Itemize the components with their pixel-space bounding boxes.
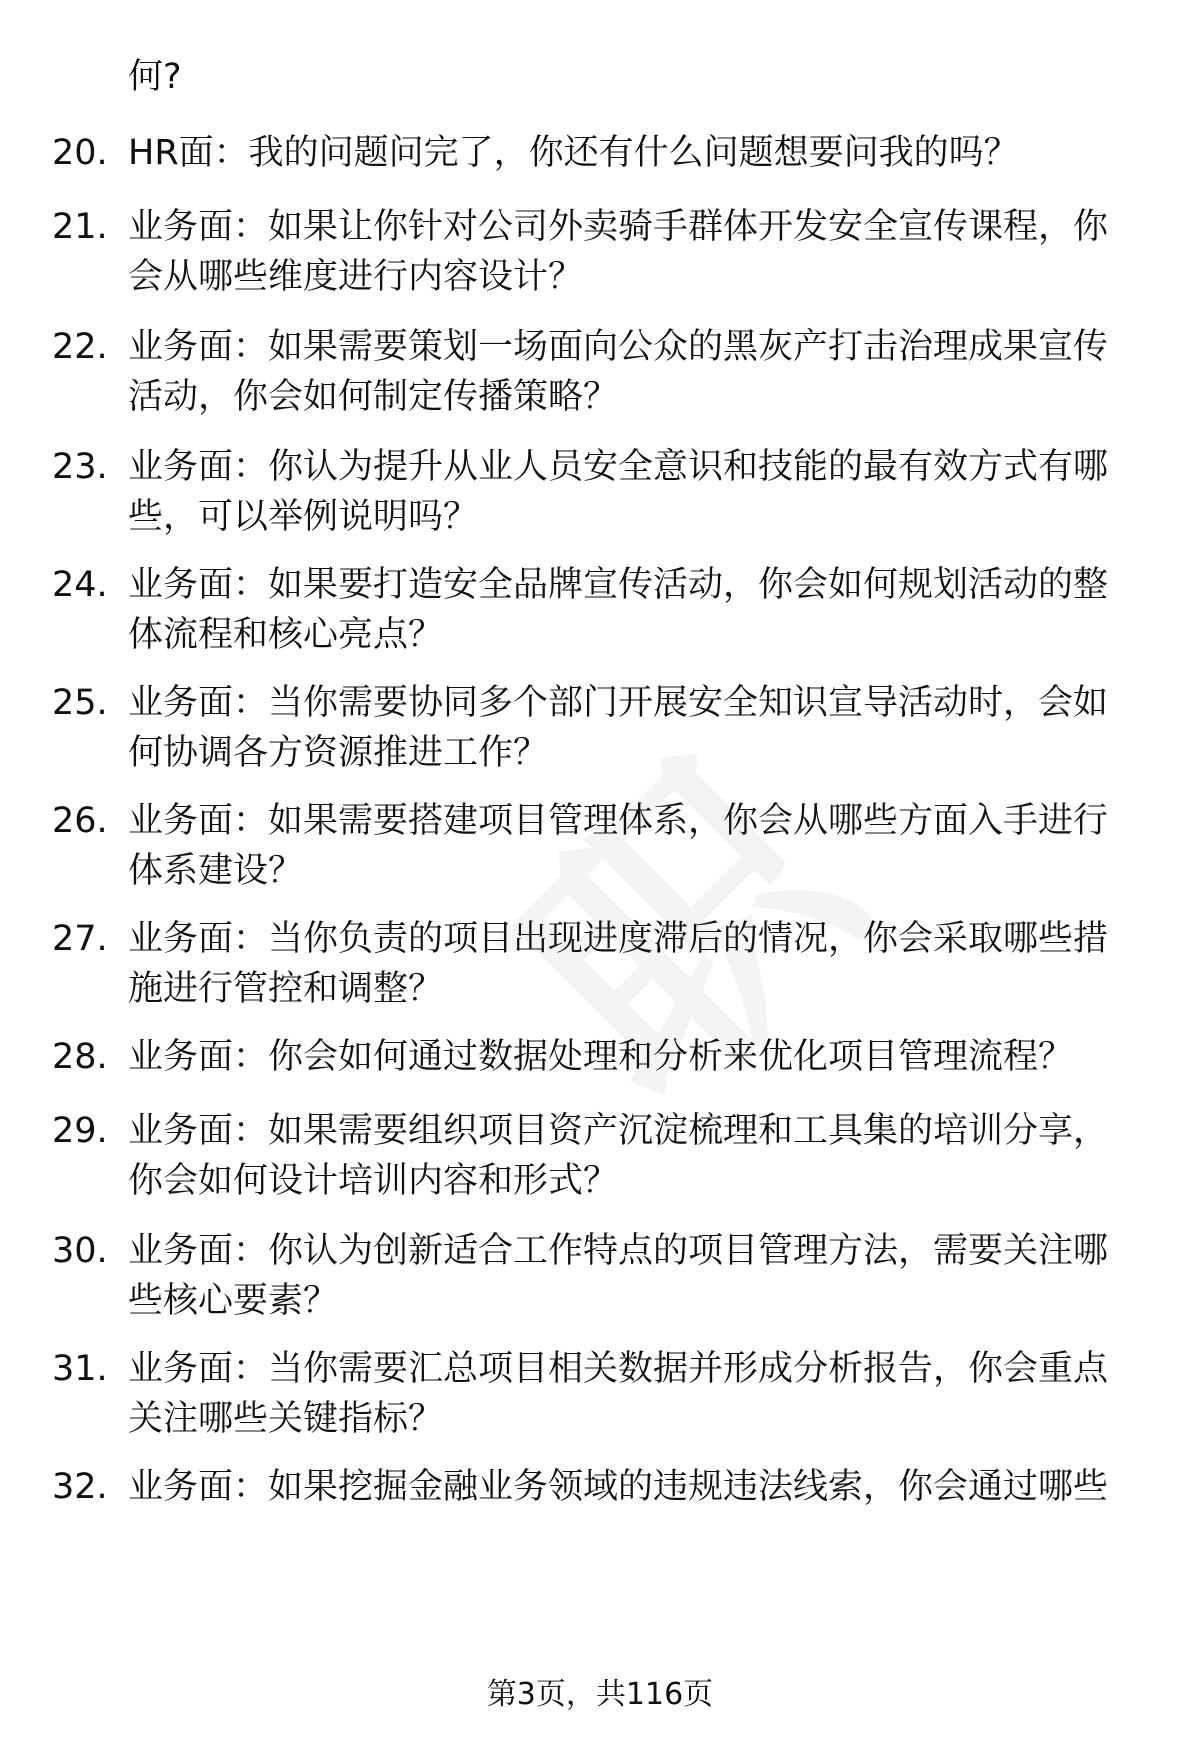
- item-text: 何?: [128, 57, 182, 97]
- item-text: 业务面：如果需要组织项目资产沉淀梳理和工具集的培训分享， 你会如何设计培训内容和形式？: [128, 1111, 1109, 1201]
- item-text: 业务面：你认为创新适合工作特点的项目管理方法，需要关注哪 些核心要素？: [128, 1231, 1109, 1321]
- page-footer: 第3页，共116页: [486, 1677, 714, 1712]
- item-text: 业务面：如果需要策划一场面向公众的黑灰产打击治理成果宣传 活动，你会如何制定传播策略？: [128, 327, 1109, 417]
- item-number: 24.: [52, 565, 108, 605]
- item-text: 业务面：当你负责的项目出现进度滞后的情况，你会采取哪些措 施进行管控和调整？: [128, 919, 1109, 1009]
- item-text: 业务面：如果要打造安全品牌宣传活动，你会如何规划活动的整 体流程和核心亮点？: [128, 565, 1109, 655]
- item-text: 业务面：你会如何通过数据处理和分析来优化项目管理流程？: [128, 1037, 1074, 1077]
- item-number: 21.: [52, 207, 108, 247]
- item-number: 22.: [52, 327, 108, 367]
- item-text: 业务面：如果挖掘金融业务领域的违规违法线索，你会通过哪些: [128, 1467, 1109, 1507]
- item-number: 23.: [52, 447, 108, 487]
- item-number: 31.: [52, 1349, 108, 1389]
- item-text: 业务面：如果让你针对公司外卖骑手群体开发安全宣传课程，你 会从哪些维度进行内容设计？: [128, 207, 1109, 297]
- item-number: 27.: [52, 919, 108, 959]
- item-number: 29.: [52, 1111, 108, 1151]
- item-text: 业务面：如果需要搭建项目管理体系，你会从哪些方面入手进行 体系建设？: [128, 801, 1109, 891]
- item-text: 业务面：当你需要汇总项目相关数据并形成分析报告，你会重点 关注哪些关键指标？: [128, 1349, 1109, 1439]
- item-number: 28.: [52, 1037, 108, 1077]
- item-number: 26.: [52, 801, 108, 841]
- item-text: HR面：我的问题问完了，你还有什么问题想要问我的吗？: [128, 133, 1019, 173]
- item-number: 20.: [52, 133, 108, 173]
- item-number: 25.: [52, 683, 108, 723]
- item-text: 业务面：当你需要协同多个部门开展安全知识宣导活动时，会如 何协调各方资源推进工作？: [128, 683, 1109, 773]
- item-text: 业务面：你认为提升从业人员安全意识和技能的最有效方式有哪 些，可以举例说明吗？: [128, 447, 1109, 537]
- item-number: 30.: [52, 1231, 108, 1271]
- item-number: 32.: [52, 1467, 108, 1507]
